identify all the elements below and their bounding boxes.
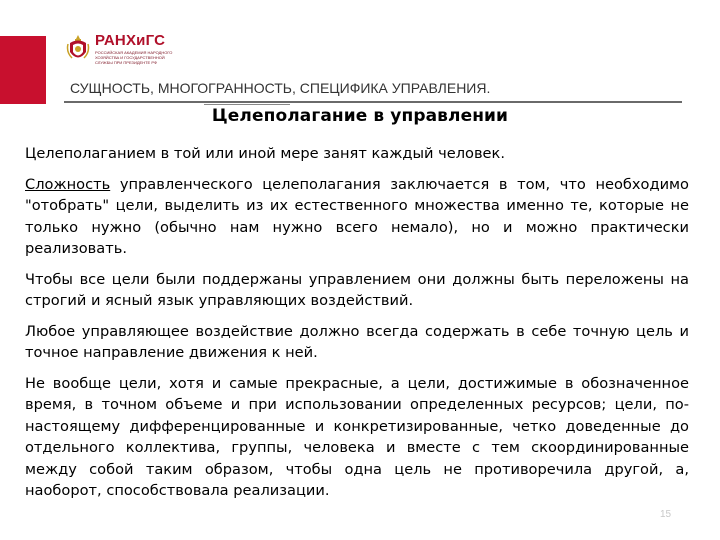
paragraph-5: Не вообще цели, хотя и самые прекрасные, а цели, достижимые в обозначенное время, в точном объеме и при использовании определенных ресурсов; цели, по-настоящему дифференцированные и конкретизированные, четко доведенные до отдельного коллектива, группы, человека и вместе с тем скоординированные между собой таким образом, чтобы одна цель не противоречила другой, а, наоборот, способствовала реализации.: [25, 374, 689, 499]
slide-body: [25, 143, 689, 511]
paragraph-2: [25, 174, 689, 260]
underlined-term: Сложность: [25, 175, 111, 193]
paragraph-3: Чтобы все цели были поддержаны управлением они должны быть переложены на строгий и ясный язык управляющих воздействий.: [25, 270, 689, 309]
academy-emblem-icon: [66, 34, 90, 64]
title-accent-line: [204, 104, 290, 105]
paragraph-1: Целеполаганием в той или иной мере занят каждый человек.: [25, 145, 505, 162]
accent-red-bar: [0, 36, 46, 104]
paragraph-4: Любое управляющее воздействие должно всегда содержать в себе точную цель и точное направление движения к ней.: [25, 322, 689, 361]
section-heading: СУЩНОСТЬ, МНОГОГРАННОСТЬ, СПЕЦИФИКА УПРАВЛЕНИЯ.: [70, 80, 491, 96]
header-divider: [64, 101, 682, 103]
logo-subtitle: РОССИЙСКАЯ АКАДЕМИЯ НАРОДНОГО ХОЗЯЙСТВА И ГОСУДАРСТВЕННОЙ СЛУЖБЫ ПРИ ПРЕЗИДЕНТЕ РФ: [95, 50, 173, 65]
page-number: 15: [660, 509, 672, 520]
logo-name: РАНХиГС: [95, 32, 166, 49]
academy-logo: [66, 33, 181, 65]
slide-title: Целеполагание в управлении: [211, 106, 509, 126]
paragraph-2-text: управленческого целеполагания заключается в том, что необходимо "отобрать" цели, выделить из их естественного множества именно те, которые не только нужно (обычно нам нужно всего немало), но и можно практически реализовать.: [25, 175, 689, 257]
